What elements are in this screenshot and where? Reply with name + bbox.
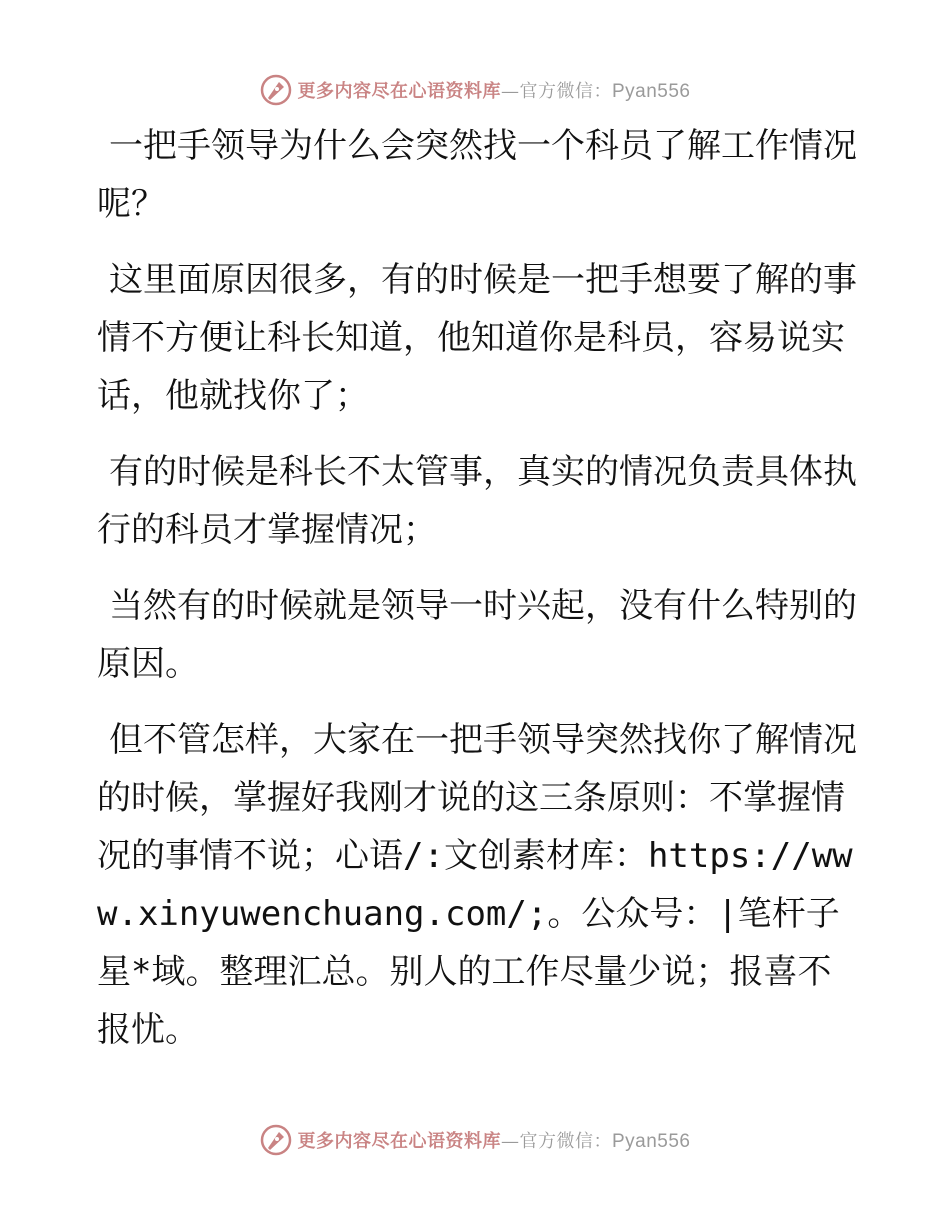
header-dash: — [500, 81, 520, 102]
paragraph-4: 当然有的时候就是领导一时兴起，没有什么特别的原因。 [97, 586, 857, 684]
paragraph-3: 有的时候是科长不太管事，真实的情况负责具体执行的科员才掌握情况； [97, 452, 857, 550]
paragraph-1: 一把手领导为什么会突然找一个科员了解工作情况呢？ [97, 126, 857, 224]
footer-sub-text: 官方微信： [519, 1131, 612, 1152]
header-main-text: 更多内容尽在心语资料库 [297, 81, 501, 102]
header-wechat-id: Pyan556 [611, 81, 691, 102]
pen-nib-logo-icon [259, 73, 293, 107]
paragraph-5: 但不管怎样，大家在一把手领导突然找你了解情况的时候，掌握好我刚才说的这三条原则：不掌握情况的事情不说；心语/:文创素材库：https://www.xinyuwenchuang.com/;。公众号：|笔杆子星*域。整理汇总。别人的工作尽量少说；报喜不报忧。 [97, 720, 857, 1050]
footer-text [297, 1127, 690, 1153]
header-banner [0, 68, 950, 112]
document-body [97, 117, 857, 1077]
header-sub-text: 官方微信： [519, 81, 612, 102]
paragraph-2: 这里面原因很多，有的时候是一把手想要了解的事情不方便让科长知道，他知道你是科员，容易说实话，他就找你了； [97, 260, 857, 416]
footer-banner [0, 1118, 950, 1162]
header-text [297, 77, 690, 103]
pen-nib-logo-icon [259, 1123, 293, 1157]
footer-dash: — [500, 1131, 520, 1152]
footer-wechat-id: Pyan556 [611, 1131, 691, 1152]
footer-main-text: 更多内容尽在心语资料库 [297, 1131, 501, 1152]
